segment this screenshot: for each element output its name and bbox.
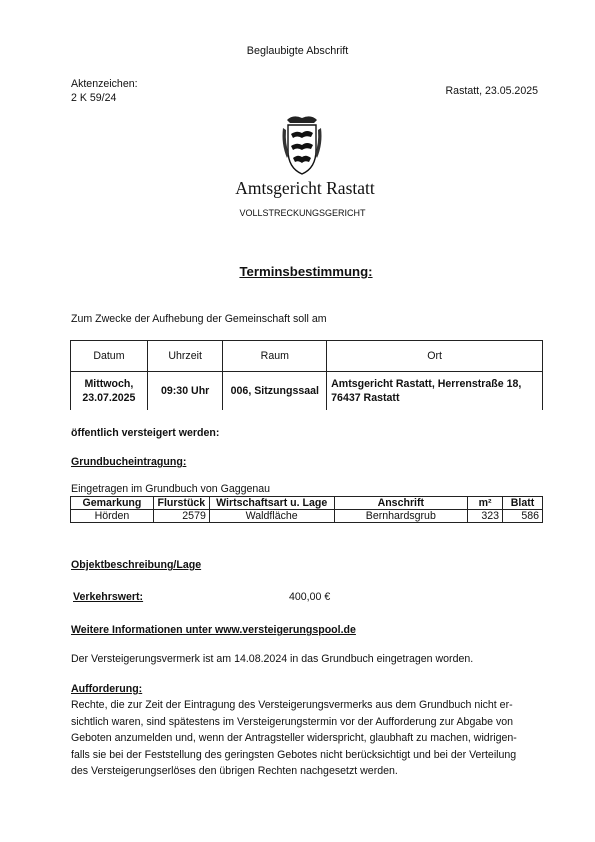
termin-uhrzeit: 09:30 Uhr [147,372,223,411]
gb-header-m2: m² [468,497,503,510]
aufforderung-line: sichtlich waren, sind spätestens im Versteigerungstermin vor der Aufforderung zur Abgabe von [71,715,514,728]
termin-ort [327,372,543,411]
termin-row [71,372,543,411]
verkehrswert-label: Verkehrswert: [73,591,144,603]
gb-flurstueck: 2579 [153,510,209,523]
place-date: Rastatt, 23.05.2025 [445,85,538,97]
gb-anschrift: Bernhardsgrub [334,510,468,523]
gb-wirtschaftsart: Waldfläche [209,510,334,523]
grundbuch-header-row [71,497,543,510]
termin-header-ort: Ort [327,341,543,372]
aufforderung-line: Rechte, die zur Zeit der Eintragung des Versteigerungsvermerks aus dem Grundbuch nicht er- [71,699,513,711]
aktenzeichen-label: Aktenzeichen: [71,78,138,90]
termin-header-row [71,341,543,372]
gb-m2: 323 [468,510,503,523]
gb-header-blatt: Blatt [503,497,543,510]
termin-header-uhrzeit: Uhrzeit [147,341,223,372]
termin-raum: 006, Sitzungssaal [223,372,327,411]
aktenzeichen-value: 2 K 59/24 [71,92,117,104]
gb-header-gemarkung: Gemarkung [71,497,154,510]
gb-gemarkung: Hörden [71,510,154,523]
grundbuch-line: Eingetragen im Grundbuch von Gaggenau [71,483,271,495]
aufforderung-line: des Versteigerungserlöses den übrigen Rechten nachgesetzt werden. [71,765,398,778]
gb-header-anschrift: Anschrift [334,497,468,510]
termin-ort-street: Amtsgericht Rastatt, Herrenstraße 18, [331,377,522,390]
aufforderung-text [71,697,541,780]
aufforderung-line: falls sie bei der Feststellung des geringsten Gebotes nicht berücksichtigt und bei der Verteilung [71,748,517,761]
grundbuch-table [70,496,543,523]
document-header-title: Beglaubigte Abschrift [246,45,349,57]
termin-datum [71,372,148,411]
aufforderung-title: Aufforderung: [71,683,143,695]
gb-header-flurstueck: Flurstück [153,497,209,510]
vermerk-text: Der Versteigerungsvermerk ist am 14.08.2024 in das Grundbuch eingetragen worden. [71,653,474,665]
termin-header-raum: Raum [223,341,327,372]
termin-ort-city: 76437 Rastatt [331,392,400,404]
aufforderung-line: Geboten anzumelden und, wenn der Antragsteller widerspricht, glaubhaft zu machen, widrigen- [71,732,517,745]
gb-header-wirtschaftsart: Wirtschaftsart u. Lage [209,497,334,510]
court-name: Amtsgericht Rastatt [235,178,375,198]
document-heading: Terminsbestimmung: [239,264,373,279]
termin-datum-weekday: Mittwoch, [84,377,134,390]
termin-table [70,340,543,410]
verkehrswert-value: 400,00 € [289,591,331,603]
termin-header-datum: Datum [71,341,148,372]
info-link[interactable]: Weitere Informationen unter www.versteigerungspool.de [71,624,356,636]
intro-text: Zum Zwecke der Aufhebung der Gemeinschaft soll am [71,313,327,325]
grundbuch-title: Grundbucheintragung: [71,456,187,468]
versteigert-text: öffentlich versteigert werden: [71,427,220,439]
table-row [71,510,543,523]
gb-blatt: 586 [503,510,543,523]
objekt-title: Objektbeschreibung/Lage [71,559,202,571]
termin-datum-date: 23.07.2025 [82,392,136,404]
coat-of-arms-icon [281,114,323,176]
court-department: VOLLSTRECKUNGSGERICHT [239,208,366,218]
